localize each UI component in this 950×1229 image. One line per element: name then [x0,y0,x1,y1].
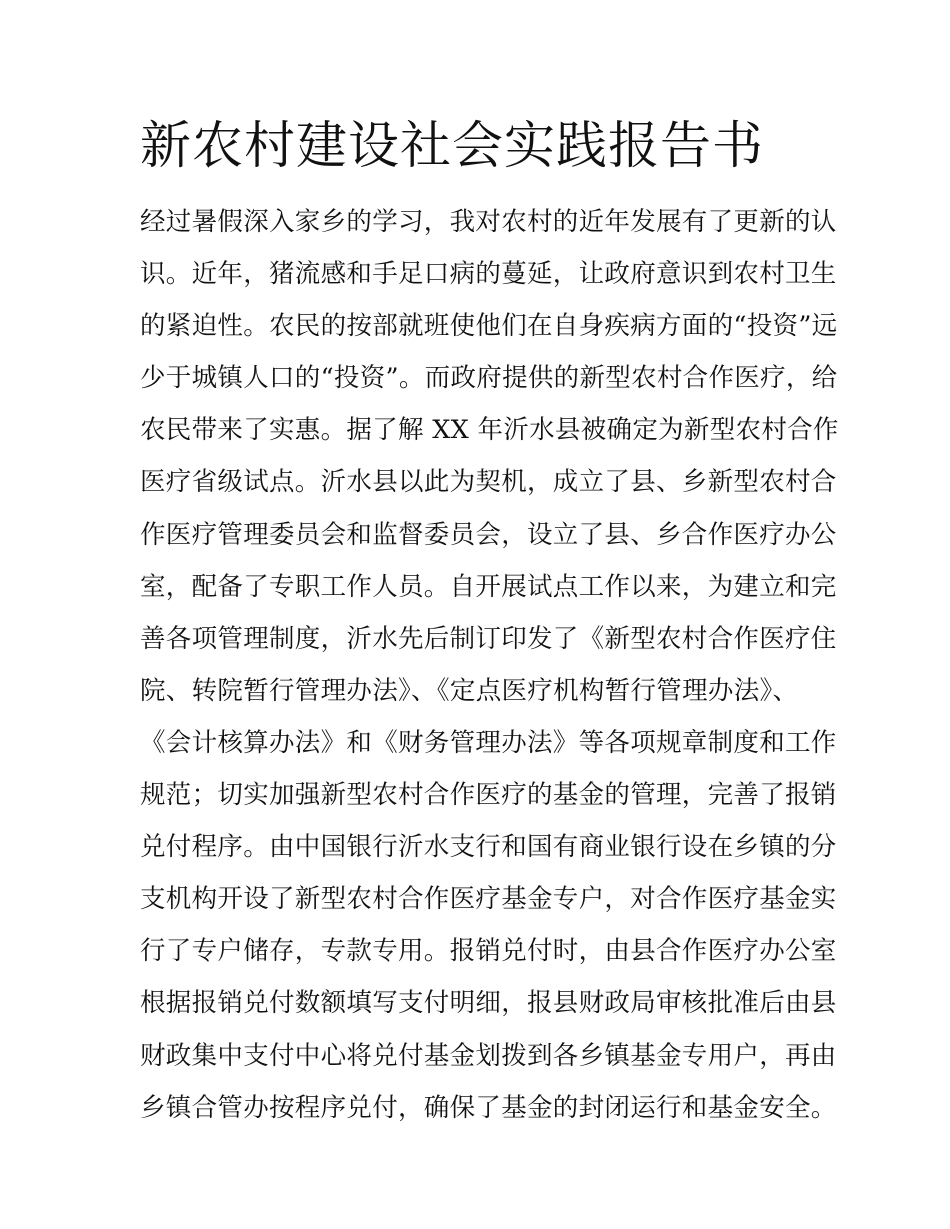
paragraph-line: 院、转院暂行管理办法》、《定点医疗机构暂行管理办法》、 [140,675,799,706]
paragraph-line: 财政集中支付中心将兑付基金划拨到各乡镇基金专用户，再由 [140,1040,837,1071]
document-title: 新农村建设社会实践报告书 [140,117,765,176]
paragraph-line: 的紧迫性。农民的按部就班使他们在自身疾病方面的“投资”远 [140,311,838,342]
paragraph-line: 行了专户储存，专款专用。报销兑付时，由县合作医疗办公室 [140,936,837,967]
paragraph-line: 兑付程序。由中国银行沂水支行和国有商业银行设在乡镇的分 [140,832,837,863]
paragraph-line: 少于城镇人口的“投资”。而政府提供的新型农村合作医疗，给 [140,363,838,394]
paragraph-line: 根据报销兑付数额填写支付明细，报县财政局审核批准后由县 [140,988,837,1019]
paragraph-line: 《会计核算办法》和《财务管理办法》等各项规章制度和工作 [140,727,837,758]
paragraph-line: 农民带来了实惠。据了解 XX 年沂水县被确定为新型农村合作 [140,415,839,446]
paragraph-line: 善各项管理制度，沂水先后制订印发了《新型农村合作医疗住 [140,623,837,654]
paragraph-line: 作医疗管理委员会和监督委员会，设立了县、乡合作医疗办公 [140,519,837,550]
paragraph-line: 支机构开设了新型农村合作医疗基金专户，对合作医疗基金实 [140,884,837,915]
body-paragraph [140,196,839,1134]
paragraph-line: 乡镇合管办按程序兑付，确保了基金的封闭运行和基金安全。 [140,1092,837,1123]
paragraph-line: 识。近年，猪流感和手足口病的蔓延，让政府意识到农村卫生 [140,259,837,290]
paragraph-line: 室，配备了专职工作人员。自开展试点工作以来，为建立和完 [140,571,837,602]
paragraph-line: 医疗省级试点。沂水县以此为契机，成立了县、乡新型农村合 [140,467,837,498]
paragraph-line: 经过暑假深入家乡的学习，我对农村的近年发展有了更新的认 [140,207,837,237]
paragraph-line: 规范；切实加强新型农村合作医疗的基金的管理，完善了报销 [140,780,837,811]
